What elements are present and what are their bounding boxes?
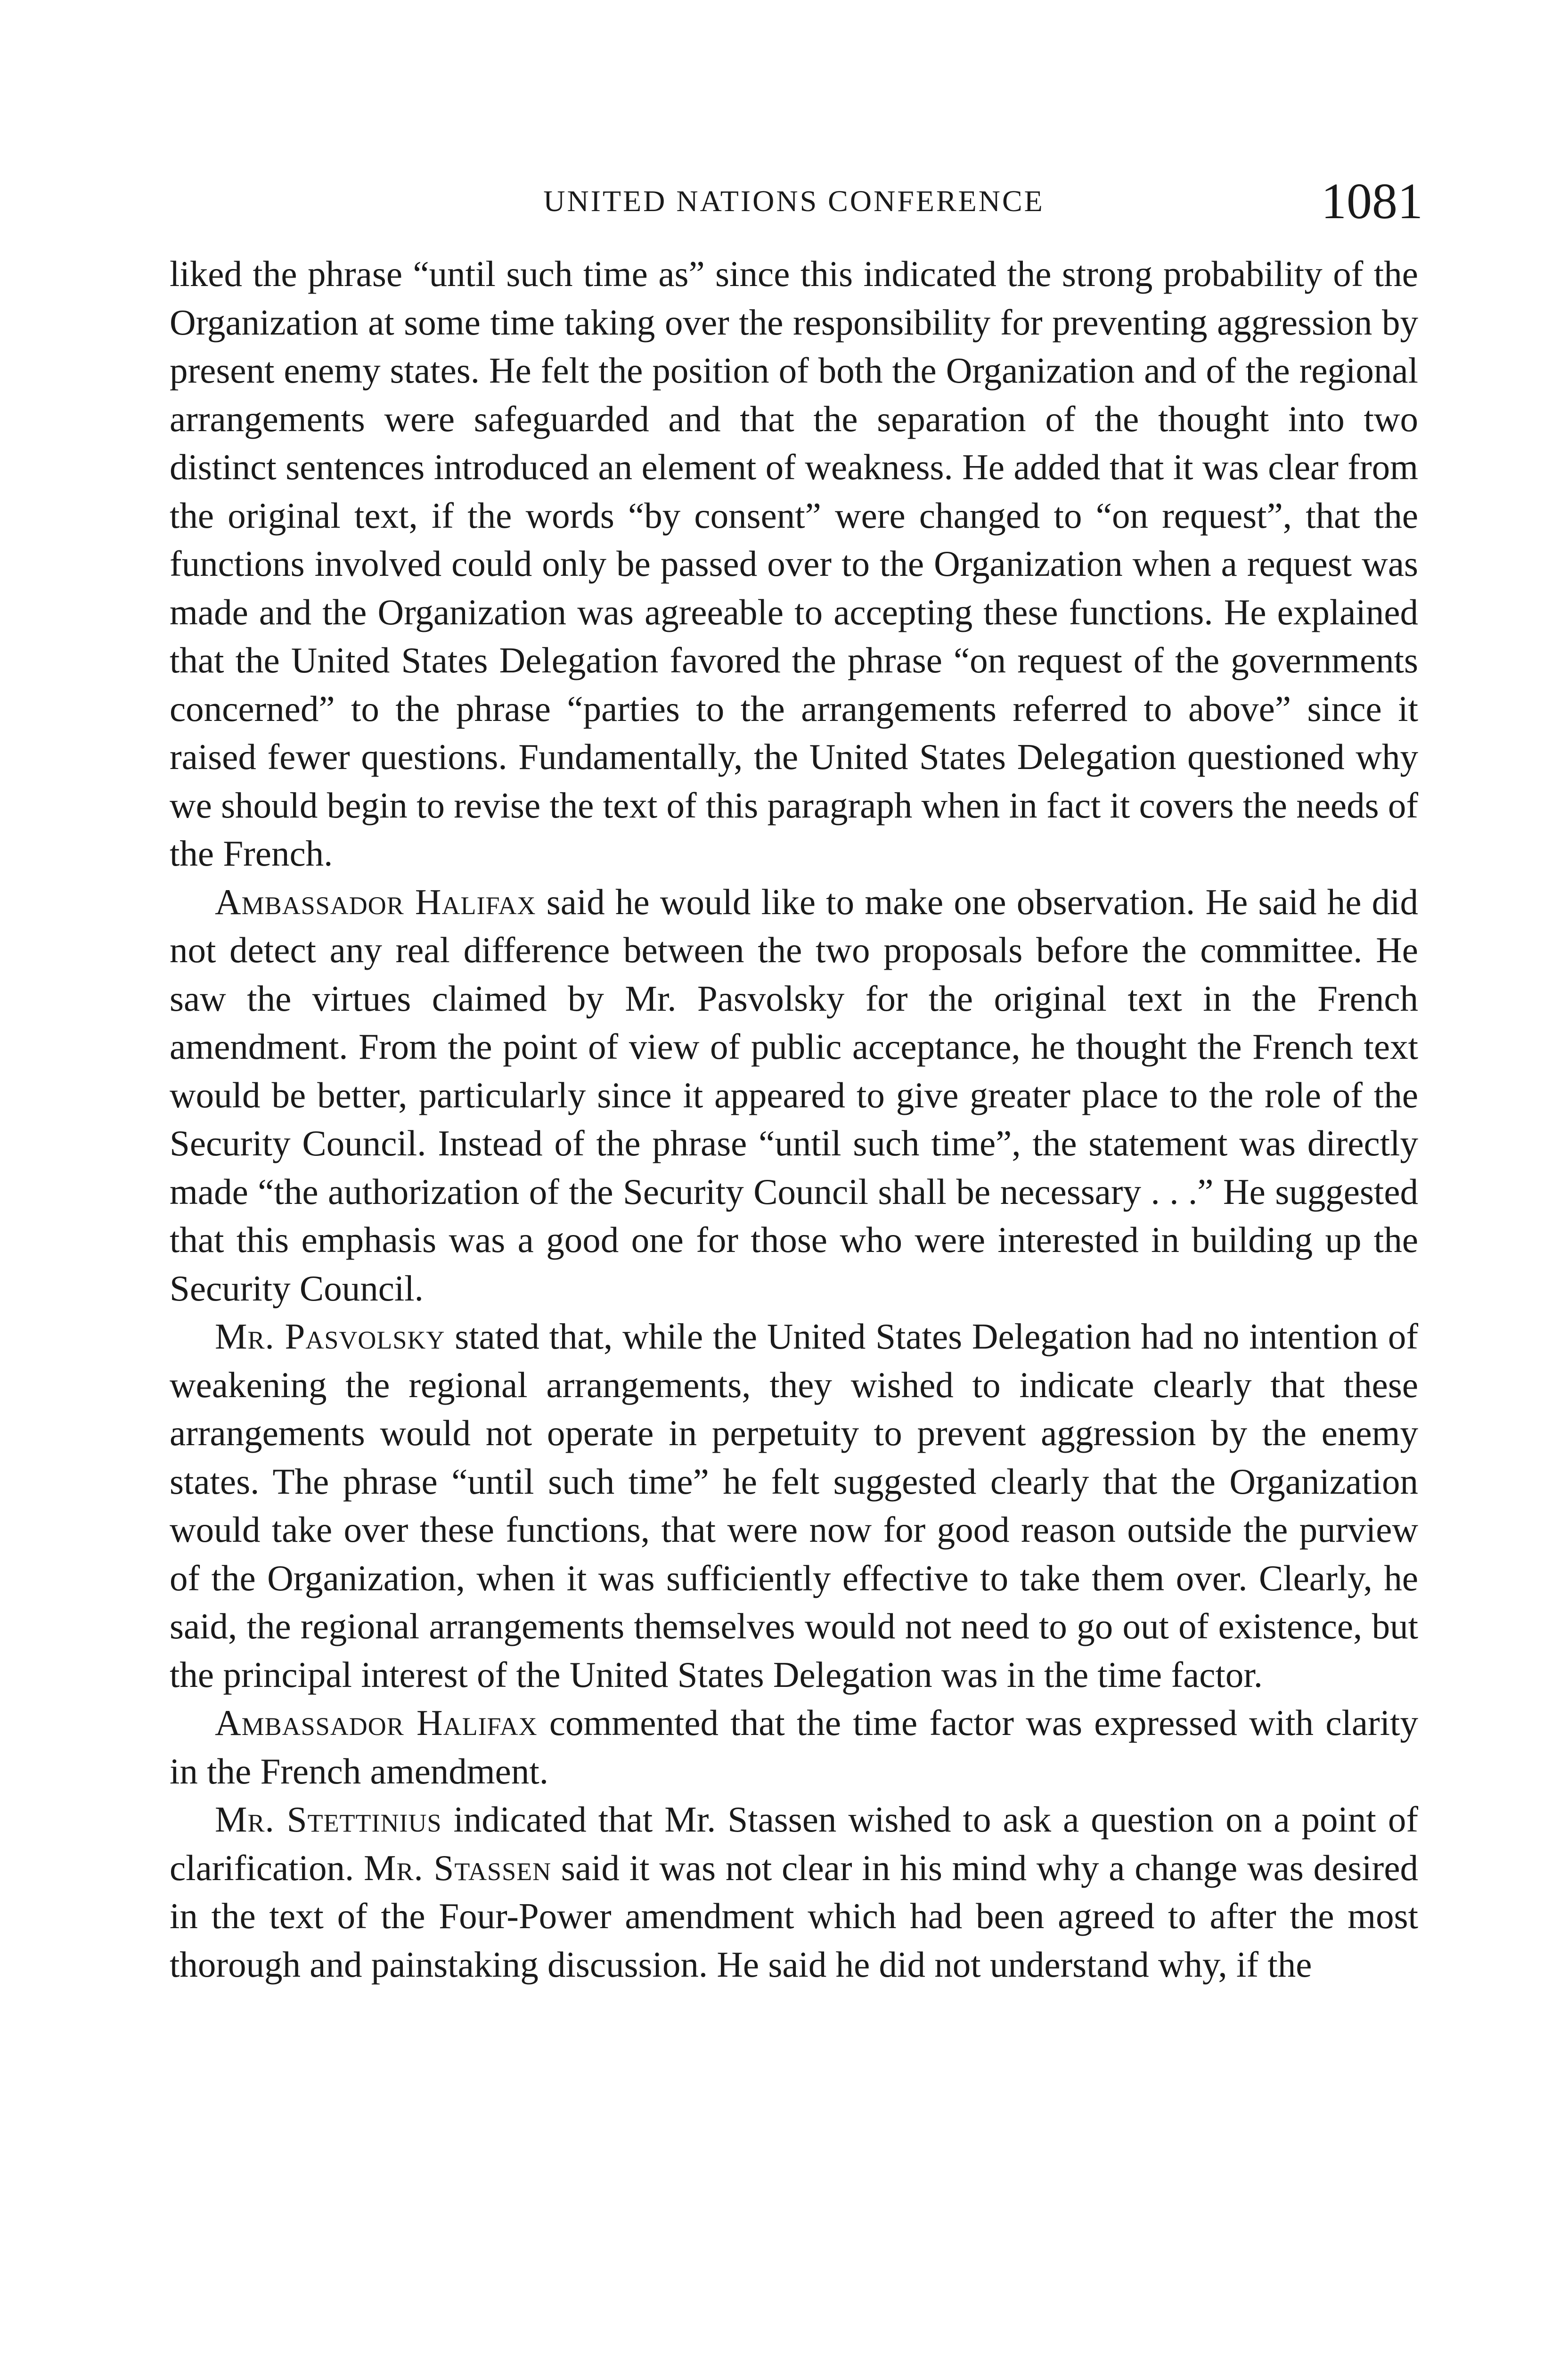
speaker-name: Mr. Stettinius	[215, 1799, 442, 1840]
paragraph-3	[170, 1312, 1418, 1699]
running-head	[170, 173, 1423, 231]
running-title: UNITED NATIONS CONFERENCE	[543, 184, 1045, 218]
paragraph-text: said it was not clear in his mind why a change was desired in the text of the Four-Power amendment which had been agreed to after the most thorough and painstaking discussion. He said he did not understand why, if the	[170, 1847, 1418, 1985]
paragraph-text: liked the phrase “until such time as” since this indicated the strong probability of the Organization at some time taking over the responsibility for preventing aggression by present enemy states. He felt the position of both the Organization and of the regional arrangements were safeguarded and that the separation of the thought into two distinct sentences introduced an element of weakness. He added that it was clear from the original text, if the words “by consent” were changed to “on request”, that the functions involved could only be passed over to the Organization when a request was made and the Organization was agreeable to accepting these functions. He explained that the United States Delegation favored the phrase “on request of the governments concerned” to the phrase “parties to the arrangements referred to above” since it raised fewer questions. Fundamentally, the United States Delegation questioned why we should begin to revise the text of this paragraph when in fact it covers the needs of the French.	[170, 254, 1418, 874]
paragraph-4	[170, 1699, 1418, 1795]
speaker-name: Mr. Pasvolsky	[215, 1316, 445, 1357]
paragraph-text: indicated that Mr. Stassen wished to ask a question on a point of clarification.	[170, 1799, 1418, 1888]
paragraph-1	[170, 250, 1418, 878]
paragraph-2	[170, 878, 1418, 1313]
speaker-name: Ambassador Halifax	[215, 881, 536, 922]
page-number: 1081	[1321, 173, 1423, 229]
paragraph-text: said he would like to make one observation. He said he did not detect any real difference between the two proposals before the committee. He saw the virtues claimed by Mr. Pasvolsky for the original text in the French amendment. From the point of view of public acceptance, he thought the French text would be better, particularly since it appeared to give greater place to the role of the Security Council. Instead of the phrase “until such time”, the statement was directly made “the authorization of the Security Council shall be necessary . . .” He suggested that this emphasis was a good one for those who were interested in building up the Security Council.	[170, 881, 1418, 1309]
paragraph-5	[170, 1795, 1418, 1988]
speaker-name: Mr. Stassen	[364, 1847, 552, 1888]
paragraph-text: commented that the time factor was expressed with clarity in the French amendment.	[170, 1702, 1418, 1792]
speaker-name: Ambassador Halifax	[215, 1702, 538, 1743]
document-page	[170, 173, 1423, 1988]
paragraph-text: stated that, while the United States Delegation had no intention of weakening the regional arrangements, they wished to indicate clearly that these arrangements would not operate in perpetuity to prevent aggression by the enemy states. The phrase “until such time” he felt suggested clearly that the Organization would take over these functions, that were now for good reason outside the purview of the Organization, when it was sufficiently effective to take them over. Clearly, he said, the regional arrangements themselves would not need to go out of existence, but the principal interest of the United States Delegation was in the time factor.	[170, 1316, 1418, 1695]
